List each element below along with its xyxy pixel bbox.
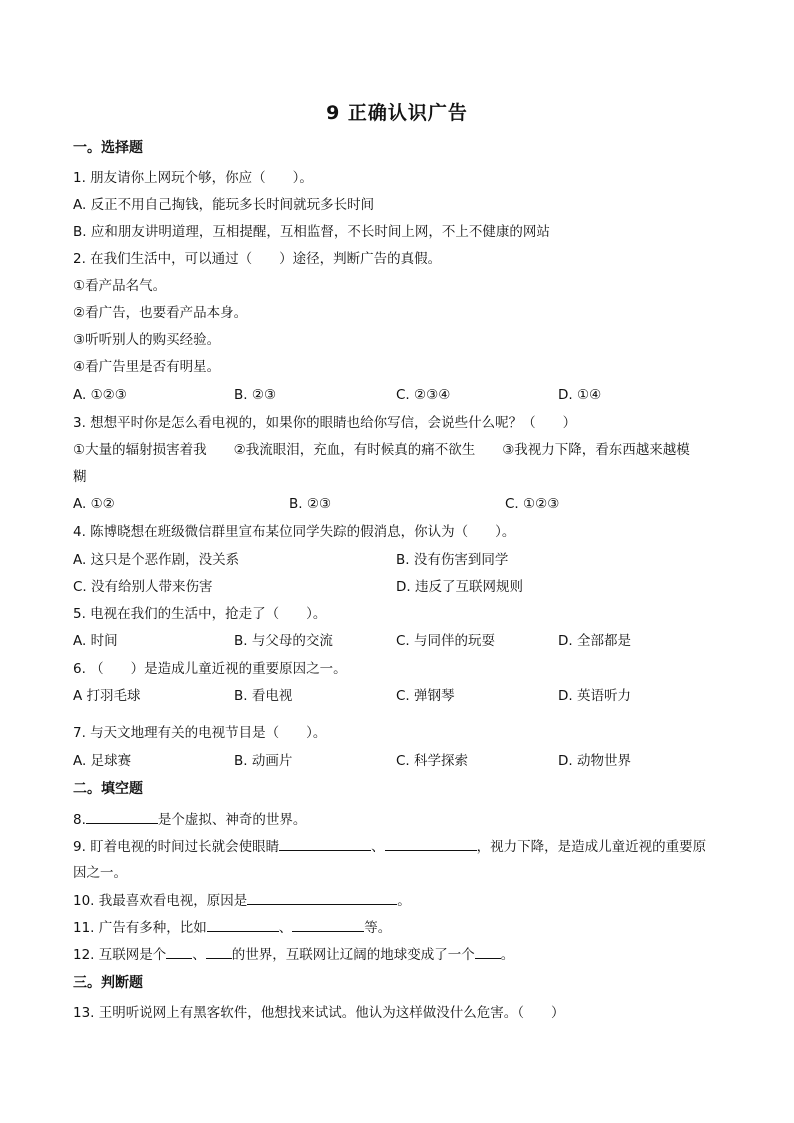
q2-option-b: B. ②③ — [234, 387, 277, 403]
q5-option-a: A. 时间 — [73, 633, 118, 649]
q4-option-a: A. 这只是个恶作剧，没关系 — [73, 552, 240, 568]
q2-option-c: C. ②③④ — [396, 387, 451, 403]
q11-blank-1[interactable] — [207, 917, 279, 932]
q1-option-a: A. 反正不用自己掏钱，能玩多长时间就玩多长时间 — [73, 197, 375, 213]
q4-option-d: D. 违反了互联网规则 — [396, 579, 523, 595]
q12-head: 12. 互联网是个 — [73, 947, 167, 963]
q8-number: 8. — [73, 812, 86, 828]
q8-blank[interactable] — [86, 809, 158, 824]
q10-tail: 。 — [397, 893, 411, 909]
q12-mid: 的世界，互联网让辽阔的地球变成了一个 — [231, 947, 475, 963]
q9-line2: 因之一。 — [73, 865, 127, 881]
q7-option-b: B. 动画片 — [234, 753, 293, 769]
q3-items-line1: ①大量的辐射损害着我 ②我流眼泪，充血，有时候真的痛不欲生 ③我视力下降，看东西越来越模 — [73, 442, 690, 458]
section-heading-judge: 三。判断题 — [73, 975, 143, 991]
q11-tail: 等。 — [364, 920, 392, 936]
q13-stem: 13. 王明听说网上有黑客软件，他想找来试试。他认为这样做没什么危害。（ ） — [73, 1005, 565, 1021]
q5-stem: 5. 电视在我们的生活中，抢走了（ ）。 — [73, 606, 327, 622]
q9-separator: 、 — [371, 839, 385, 855]
q11-blank-2[interactable] — [292, 917, 364, 932]
q7-option-d: D. 动物世界 — [558, 753, 631, 769]
q7-option-a: A. 足球赛 — [73, 753, 132, 769]
q8-line — [73, 809, 306, 830]
q8-tail: 是个虚拟、神奇的世界。 — [157, 812, 307, 828]
q2-item-3: ③听听别人的购买经验。 — [73, 332, 221, 348]
q7-option-c: C. 科学探索 — [396, 753, 469, 769]
q10-head: 10. 我最喜欢看电视，原因是 — [73, 893, 248, 909]
q11-line — [73, 917, 391, 938]
q3-stem: 3. 想想平时你是怎么看电视的，如果你的眼睛也给你写信，会说些什么呢？（ ） — [73, 415, 577, 431]
q2-item-1: ①看产品名气。 — [73, 278, 167, 294]
q12-tail: 。 — [500, 947, 515, 963]
q7-stem: 7. 与天文地理有关的电视节目是（ ）。 — [73, 725, 327, 741]
q2-stem: 2. 在我们生活中，可以通过（ ）途径，判断广告的真假。 — [73, 251, 442, 267]
q6-option-d: D. 英语听力 — [558, 688, 631, 704]
q12-blank-1[interactable] — [166, 944, 192, 959]
q11-separator: 、 — [278, 920, 293, 936]
page-title: 9 正确认识广告 — [326, 102, 468, 124]
q9-line — [73, 836, 706, 857]
q1-option-b: B. 应和朋友讲明道理，互相提醒，互相监督，不长时间上网，不上不健康的网站 — [73, 224, 550, 240]
q3-option-b: B. ②③ — [289, 496, 332, 512]
q10-blank[interactable] — [247, 890, 397, 905]
q3-option-a: A. ①② — [73, 496, 115, 512]
q4-stem: 4. 陈博晓想在班级微信群里宣布某位同学失踪的假消息，你认为（ ）。 — [73, 524, 516, 540]
q12-line — [73, 944, 514, 965]
q3-option-c: C. ①②③ — [505, 496, 560, 512]
q6-option-c: C. 弹钢琴 — [396, 688, 455, 704]
q3-items-line2: 糊 — [73, 469, 87, 485]
q12-blank-2[interactable] — [206, 944, 232, 959]
section-heading-choice: 一。选择题 — [73, 140, 143, 156]
q10-line — [73, 890, 411, 911]
q6-option-b: B. 看电视 — [234, 688, 293, 704]
q11-head: 11. 广告有多种，比如 — [73, 920, 207, 936]
q12-separator: 、 — [192, 947, 206, 963]
q4-option-b: B. 没有伤害到同学 — [396, 552, 509, 568]
q5-option-d: D. 全部都是 — [558, 633, 631, 649]
q9-blank-1[interactable] — [279, 836, 371, 851]
q2-item-2: ②看广告，也要看产品本身。 — [73, 305, 248, 321]
q9-tail: ，视力下降，是造成儿童近视的重要原 — [476, 839, 707, 855]
q2-item-4: ④看广告里是否有明星。 — [73, 359, 221, 375]
q9-head: 9. 盯着电视的时间过长就会使眼睛 — [73, 839, 280, 855]
q4-option-c: C. 没有给别人带来伤害 — [73, 579, 213, 595]
q12-blank-3[interactable] — [475, 944, 501, 959]
q2-option-a: A. ①②③ — [73, 387, 127, 403]
q9-blank-2[interactable] — [385, 836, 477, 851]
q6-stem: 6. （ ）是造成儿童近视的重要原因之一。 — [73, 661, 347, 677]
q5-option-c: C. 与同伴的玩耍 — [396, 633, 496, 649]
q5-option-b: B. 与父母的交流 — [234, 633, 333, 649]
q2-option-d: D. ①④ — [558, 387, 602, 403]
q6-option-a: A 打羽毛球 — [73, 688, 141, 704]
q1-stem: 1. 朋友请你上网玩个够，你应（ ）。 — [73, 170, 313, 186]
section-heading-fill: 二。填空题 — [73, 781, 143, 797]
